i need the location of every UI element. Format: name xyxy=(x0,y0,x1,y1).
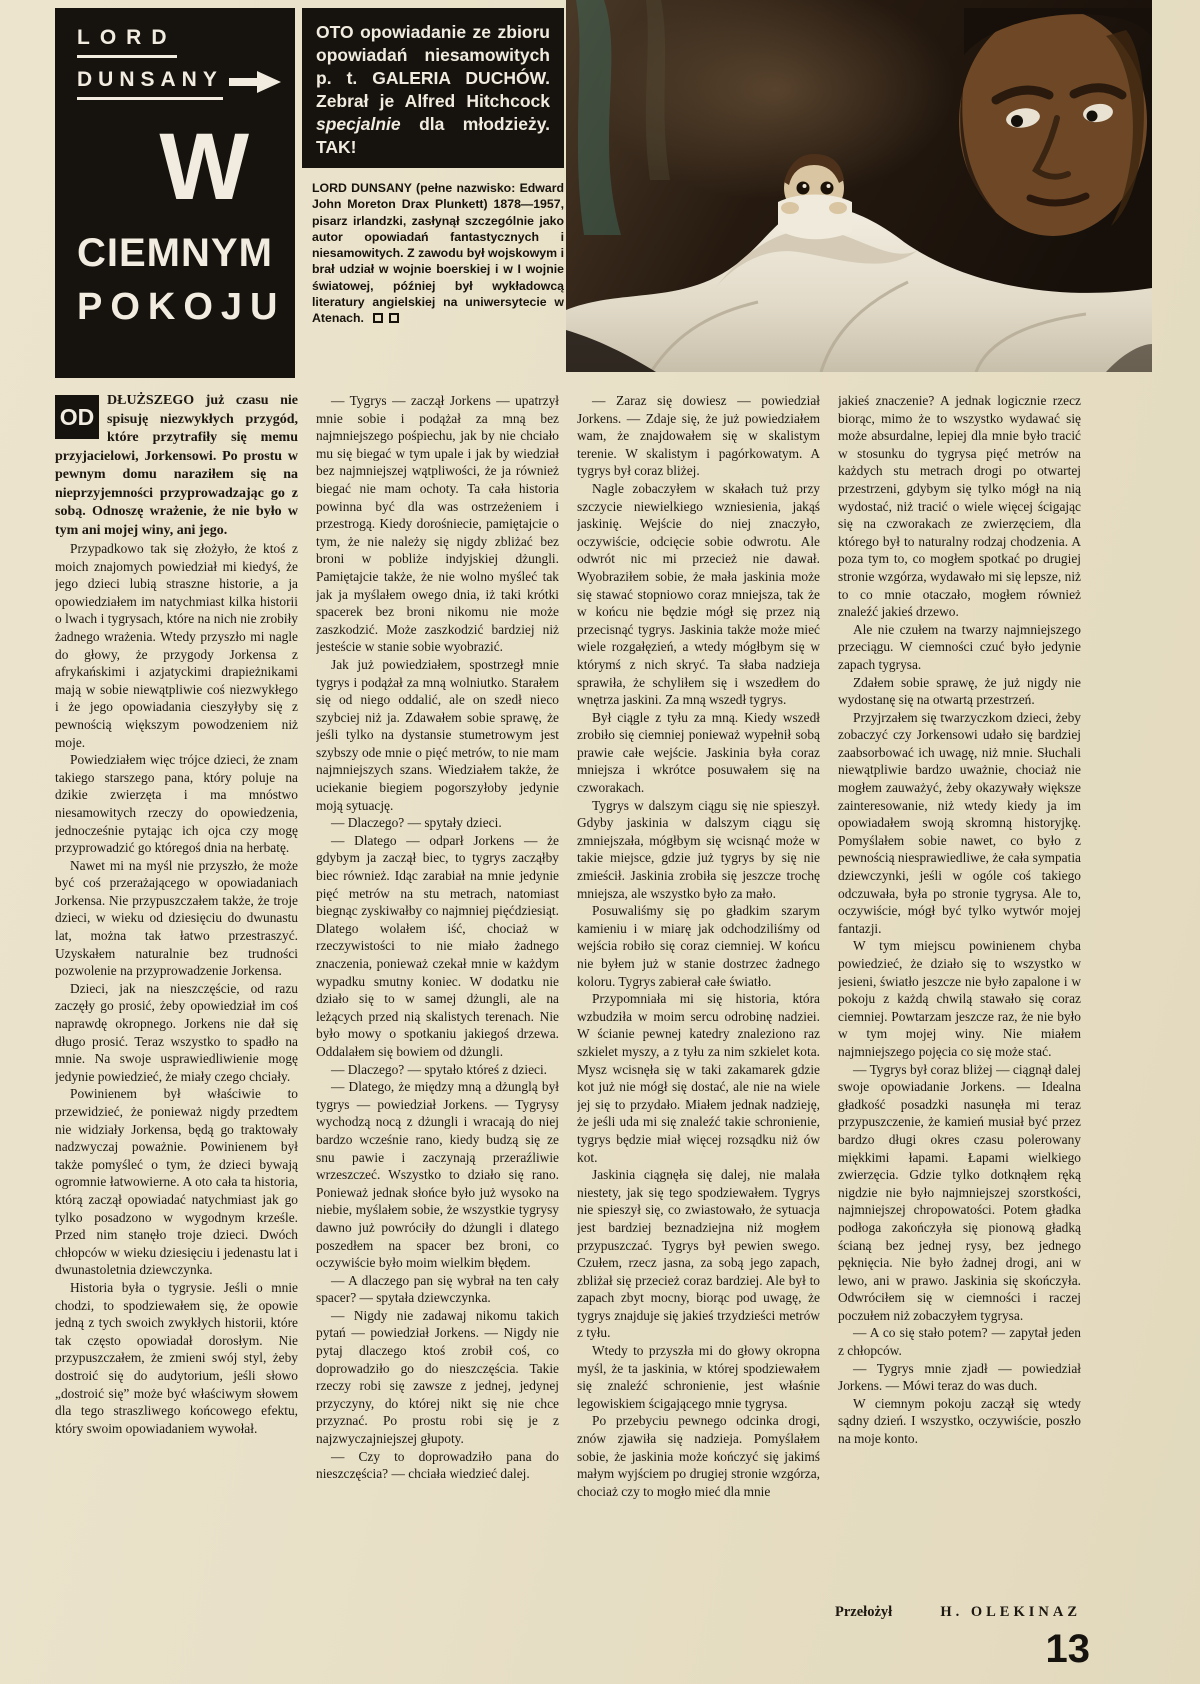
paragraph: Powiedziałem więc trójce dzieci, że znam takiego starszego pana, który poluje na dzikie zwierzęta i ma mnóstwo niesamowitych rzeczy do opowiedzenia, jednocześnie pytając ich ojca czy mogę przyprowadzić go któregoś dnia na herbatę. xyxy=(55,752,298,856)
text-column-3 xyxy=(577,392,820,1636)
paragraph: Posuwaliśmy się po gładkim szarym kamieniu i w miarę jak odchodziliśmy od wejścia robiło się coraz ciemniej. W końcu nie byłem już w stanie dostrzec żadnego koloru. Tygrys zabierał całe światło. xyxy=(577,903,820,989)
translator-name: H. OLEKINAZ xyxy=(940,1604,1081,1620)
paragraph: Powinienem był właściwie to przewidzieć, że ponieważ nigdy przedtem nie widziały Jorkensa, będą go traktowały nadzwyczaj poważnie. Powinienem był także pomyśleć o tym, że dzieci bywają ogromnie łatwowierne. A oto cała ta historia, którą zaczął opowiadać natychmiast jak go tylko posadzono w wygodnym krześle. Przed nim stanęło troje dzieci. Dwóch chłopców w wieku dziesięciu i jedenastu lat i dwunastoletnia dziewczynka. xyxy=(55,1086,298,1278)
text-column-2 xyxy=(316,392,559,1636)
translator-label: Przełożył xyxy=(835,1604,893,1620)
illustration-canvas xyxy=(566,0,1152,372)
paragraph: Był ciągle z tyłu za mną. Kiedy wszedł zrobiło się ciemniej ponieważ wypełnił sobą prawie całe wejście. Jaskinia była coraz mniejsza i wkrótce posuwałem się na czworakach. xyxy=(577,709,820,796)
paragraph: Przypomniała mi się historia, która wzbudziła w moim sercu odrobinę nadziei. W ścianie pewnej katedry znaleziono raz szkielet myszy, a z tyłu za nim szkielet kota. Mysz wcisnęła się w taki zakamarek gdzie kot już nie mógł się dostać, ale nie na wiele jej się to przydało. Miałem jednak nadzieję, że jeśli uda mi się znaleźć takie schronienie, tygrys będzie miał więcej rozsądku niż ów kot. xyxy=(577,991,820,1165)
story-columns xyxy=(55,392,1081,1636)
paragraph: Wtedy to przyszła mi do głowy okropna myśl, że ta jaskinia, w której spodziewałem się znaleźć schronienie, jest właśnie legowiskiem ścigającego mnie tygrysa. xyxy=(577,1343,820,1411)
translator-credit xyxy=(835,1604,1081,1621)
paragraph: — Tygrys był coraz bliżej — ciągnął dalej swoje opowiadanie Jorkens. — Idealna gładkość posadzki nasunęła mi teraz przypuszczenie, że kamień musiał być przez bardzo długi okres czasu polerowany miękkimi łapami. Łapami wielkiego zwierzęcia. Gdzie tylko dotknąłem ręką nigdzie nie było najmniejszej szorstkości, najmniejszej chropowatości. Potem gładka podłoga zakończyła się pionową gładką ścianą bez jednej rysy, bez jednego pęknięcia. Nie było żadnej drogi, ani w lewo, ani w prawo. Jaskinia się skończyła. Odwróciłem się w ciemności i raczej poczułem niż zobaczyłem tygrysa. xyxy=(838,1061,1081,1323)
paragraph: Dzieci, jak na nieszczęście, od razu zaczęły go prosić, żeby opowiedział im coś naprawdę okropnego. Jorkens nie dał się długo prosić. Teraz wszystko to spadło na mnie. Na swoje usprawiedliwienie mogę jedynie powiedzieć, że miały czego chciały. xyxy=(55,980,298,1084)
intro-text-after: dla młodzieży. TAK! xyxy=(316,114,550,157)
author-name-line1: LORD xyxy=(77,26,177,58)
text-column-1 xyxy=(55,392,298,1636)
intro-box xyxy=(302,8,564,168)
paragraph: Przyjrzałem się twarzyczkom dzieci, żeby zobaczyć czy Jorkensowi udało się bardziej zaabsorbować ich uwagę, niż mnie. Słuchali niewątpliwie bardzo uważnie, chociaż nie mogłem zauważyć, żeby okazywały większe zainteresowanie, niż wtedy kiedy ja im opowiadałem swoją skromną historyjkę. Pomyślałem sobie nawet, co było z pewnością niesprawiedliwe, że cała sympatia dziewczynki, jeśli w ogóle coś takiego odczuwała, była po stronie tygrysa. Ale to, oczywiście, mógł być tylko wytwór mojej fantazji. xyxy=(838,709,1081,936)
page-number: 13 xyxy=(1045,1627,1090,1671)
paragraph: Po przebyciu pewnego odcinka drogi, znów zjawiła się nadzieja. Pomyślałem sobie, że jaskinia może kończyć się jakimś małym wyjściem po drugiej stronie wzgórza, chociaż czy to mogło mieć dla mnie xyxy=(577,1413,820,1499)
paragraph: W tym miejscu powinienem chyba powiedzieć, że działo się to wszystko w jesieni, światło jeszcze nie było zapalone i w pokoju z każdą chwilą stawało się coraz ciemniej. Powtarzam jeszcze raz, że nie było w tym mojej winy. Nie miałem najmniejszego pojęcia co się może stać. xyxy=(838,938,1081,1059)
title-line-1: W xyxy=(159,114,249,220)
paragraph: — A co się stało potem? — zapytał jeden z chłopców. xyxy=(838,1325,1081,1359)
bio-text: LORD DUNSANY (pełne nazwisko: Edward John Moreton Drax Plunkett) 1878—1957, pisarz irlandzki, zasłynął szczególnie jako autor opowiadań fantastycznych i niesamowitych. Z zawodu był wojskowym i brał udział w wojnie boerskiej i w I wojnie światowej, później był wykładowcą literatury angielskiej na uniwersytecie w Atenach. xyxy=(312,181,564,326)
author-name xyxy=(77,26,277,100)
paragraph: — A dlaczego pan się wybrał na ten cały spacer? — spytała dziewczynka. xyxy=(316,1272,559,1306)
paragraph: Tygrys w dalszym ciągu się nie spieszył. Gdyby jaskinia w dalszym ciągu się zmniejszała, mógłbym się wcisnąć może w takie miejsce, gdzie już tygrys by się nie zmieścił. Jaskinia zrobiła się jeszcze trochę mniejsza, ale wszystko było za mało. xyxy=(577,797,820,901)
paragraph: Przypadkowo tak się złożyło, że ktoś z moich znajomych powiedział mi kiedyś, że jego dzieci lubią straszne historie, a ja opowiedziałem im natychmiast kilka historii o lwach i tygrysach, które na nich nie zrobiły żadnego wrażenia. Wtedy przyszło mi nagle do głowy, że przygody Jorkensa z afrykańskimi i azjatyckimi drapieżnikami mają w sobie niewątpliwie coś niezwykłego i że jego opowiadania cieszyłyby się z pewnością większym powodzeniem niż moje. xyxy=(55,541,298,750)
drop-cap: OD xyxy=(55,395,99,439)
paragraph: — Tygrys — zaczął Jorkens — upatrzył mnie sobie i podążał za mną bez najmniejszego pośpiechu, jak by nie chciało mu się biegać w tym upale i jak by wiedział bez najmniejszej wątpliwości, że ja również biegać nie mam ochoty. Ta cała historia powinna być dla was ostrzeżeniem i przestrogą. Kiedy dorośniecie, pamiętajcie o tym, że nie należy się nigdy zbliżać bez broni w pobliże indyjskiej dżungli. Pamiętajcie także, że nie wolno myśleć tak jak ja myślałem owego dnia, iż taki krótki spacerek bez broni nikomu nie może zaszkodzić. Może zaszkodzić bardziej niż jesteście w stanie sobie wyobrazić. xyxy=(316,393,559,655)
paragraph: — Dlatego — odparł Jorkens — że gdybym ja zaczął biec, to tygrys zacząłby biec również. Idąc zarabiał na mnie jedynie pięć metrów na stu metrach, natomiast biegnąc zyskiwałby co najmniej pięćdziesiąt. Dlatego wolałem iść, chociaż w rzeczywistości to nie miało żadnego znaczenia, ponieważ czekał mnie w każdym wypadku smutny koniec. W dodatku nie działo się to w samej dżungli, ale na leżących przed nią skalistych terenach. Nie było mowy o spotkaniu jakiegoś drzewa. Oddalałem się bowiem od dżungli. xyxy=(316,832,559,1059)
paragraph: — Tygrys mnie zjadł — powiedział Jorkens. — Mówi teraz do was duch. xyxy=(838,1360,1081,1394)
bed-scene-illustration xyxy=(566,0,1152,372)
paragraph: — Zaraz się dowiesz — powiedział Jorkens. — Zdaje się, że już powiedziałem wam, że znajdowałem się w skalistym terenie. W skalistym i pagórkowatym. A tygrys był coraz bliżej. xyxy=(577,393,820,479)
arrow-right-icon xyxy=(229,69,281,95)
paragraph: Ale nie czułem na twarzy najmniejszego przeciągu. W ciemności czuć było jedynie zapach tygrysa. xyxy=(838,621,1081,672)
dark-face xyxy=(959,8,1152,236)
author-bio xyxy=(312,180,564,370)
title-line-3: POKOJU xyxy=(77,286,286,328)
paragraph: OD DŁUŻSZEGO już czasu nie spisuję niezwykłych przygód, które przytrafiły się memu przyjacielowi, Jorkensowi. Po prostu w pewnym domu naraziłem się na nieprzyjemności przyprowadzając go z sobą. Odnoszę wrażenie, że nie było w tym ani mojej winy, ani jego. xyxy=(55,393,298,538)
title-line-2: CIEMNYM xyxy=(77,231,273,275)
intro-text-italic: specjalnie xyxy=(316,114,401,134)
author-name-line2: DUNSANY xyxy=(77,68,223,100)
paragraph: W ciemnym pokoju zaczął się wtedy sądny dzień. I wszystko, oczywiście, poszło na moje konto. xyxy=(838,1395,1081,1447)
paragraph: — Dlaczego? — spytało któreś z dzieci. xyxy=(331,1061,548,1077)
paragraph: Zdałem sobie sprawę, że już nigdy nie wydostanę się na otwartą przestrzeń. xyxy=(838,674,1081,708)
paragraph: — Dlaczego? — spytały dzieci. xyxy=(331,815,502,831)
paragraph: Nawet mi na myśl nie przyszło, że może być coś przerażającego w opowiadaniach Jorkensa. Nie przypuszczałem także, że troje dzieci, w wieku od dziesięciu do dwunastu lat, można tak łatwo przestraszyć. Uzyskałem naturalnie bez trudności pozwolenie na przyprowadzenie Jorkensa. xyxy=(55,857,298,979)
square-ornament-icon xyxy=(389,313,399,323)
paragraph: jakieś znaczenie? A jednak logicznie rzecz biorąc, mimo że to wszystko wydawać się może absurdalne, lepiej dla mnie było tracić w stosunku do tygrysa pięć metrów na każdych stu metrach drogi po otwartej przestrzeni, gdybym się tylko mógł na nią wydostać, niż tracić o wiele więcej ścigając się na czworakach ze zwierzęciem, dla którego był to naturalny rodzaj chodzenia. A poza tym to, co mogłem spotkać po drugiej stronie wzgórza, wydawało mi się lepsze, niż to co mnie otaczało, mogłem również znaleźć jakieś drzewo. xyxy=(838,393,1081,620)
masthead xyxy=(55,8,295,378)
story-title xyxy=(77,114,286,329)
intro-text-before: OTO opowiadanie ze zbioru opowiadań niesamowitych p. t. GALERIA DUCHÓW. Zebrał je Alfred Hitchcock xyxy=(316,22,550,111)
square-ornament-icon xyxy=(373,313,383,323)
paragraph: Nagle zobaczyłem w skałach tuż przy szczycie niewielkiego wzniesienia, jakąś jaskinię. Wejście do niej znaczyło, oczywiście, odcięcie sobie odwrotu. Ale odwrót nic mi przecież nie dawał. Wyobraziłem sobie, że mała jaskinia może się stawać stopniowo coraz mniejsza, tak że w końcu nie będzie mógł się przez nią przecisnąć tygrys. Jaskinia także może mieć wiele rozgałęzień, a wtedy mógłbym się w którymś z nich skryć. Ta słaba nadzieja sprawiła, że schyliłem się i wszedłem do wnętrza jaskini. Za mną wszedł tygrys. xyxy=(577,480,820,708)
paragraph: Historia była o tygrysie. Jeśli o mnie chodzi, to spodziewałem się, że opowie jedną z tych swoich zwykłych historii, które tak często opowiadał dorosłym. Nie przypuszczałem, że zmieni swój styl, żeby dostroić się do audytorium, jeśli słowo „dostroić się” może być właściwym słowem dla tego straszliwego końcowego efektu, który swoim opowiadaniem wywołał. xyxy=(55,1279,298,1436)
paragraph: — Nigdy nie zadawaj nikomu takich pytań — powiedział Jorkens. — Nigdy nie pytaj dlaczego ktoś zrobił coś, co doprowadziło go do nieszczęścia. Takie rzeczy robi się zawsze z jednej, jedynej przyczyny, do której nikt się nie chce przyznać. Po prostu robi się je z najzwyczajniejszej głupoty. xyxy=(316,1307,559,1447)
text-column-4 xyxy=(838,392,1081,1592)
paragraph: Jaskinia ciągnęła się dalej, nie malała niestety, jak się tego spodziewałem. Tygrys nie spieszył się, co zwiastowało, że sytuacja jest bardziej beznadziejna niż mogłem przypuszczać. Tygrys był pewien swego. Czułem, rzecz jasna, za sobą jego zapach, zbliżał się przecież coraz bardziej. Ale był to zapach zbyt mocny, biorąc pod uwagę, że tygrys znajduje się jakieś trzydzieści metrów z tyłu. xyxy=(577,1167,820,1341)
paragraph: — Dlatego, że między mną a dżunglą był tygrys — powiedział Jorkens. — Tygrysy wychodzą nocą z dżungli i wracają do niej bardzo wcześnie rano, kiedy budzą się ze snu pawie i zaczynają przeraźliwie wrzeszczeć. Wszystko to działo się rano. Ponieważ jednak słońce było już wysoko na niebie, myślałem sobie, że wszystkie tygrysy dawno już powróciły do dżungli i dlatego poszedłem na spacer bez broni, co oczywiście było moim wielkim błędem. xyxy=(316,1079,559,1271)
paragraph: Jak już powiedziałem, spostrzegł mnie tygrys i podążał za mną wolniutko. Starałem się od niego oddalić, ale on szedł nieco szybciej niż ja. Zdawałem sobie sprawę, że jeśli tylko na dystansie stumetrowym jest szybszy ode mnie o pięć metrów, to nie mam najmniejszych szans. Wiedziałem także, że uciekanie biegiem pogorszyłoby jedynie moją sytuację. xyxy=(316,656,559,813)
paragraph: — Czy to doprowadziło pana do nieszczęścia? — chciała wiedzieć dalej. xyxy=(316,1448,559,1482)
